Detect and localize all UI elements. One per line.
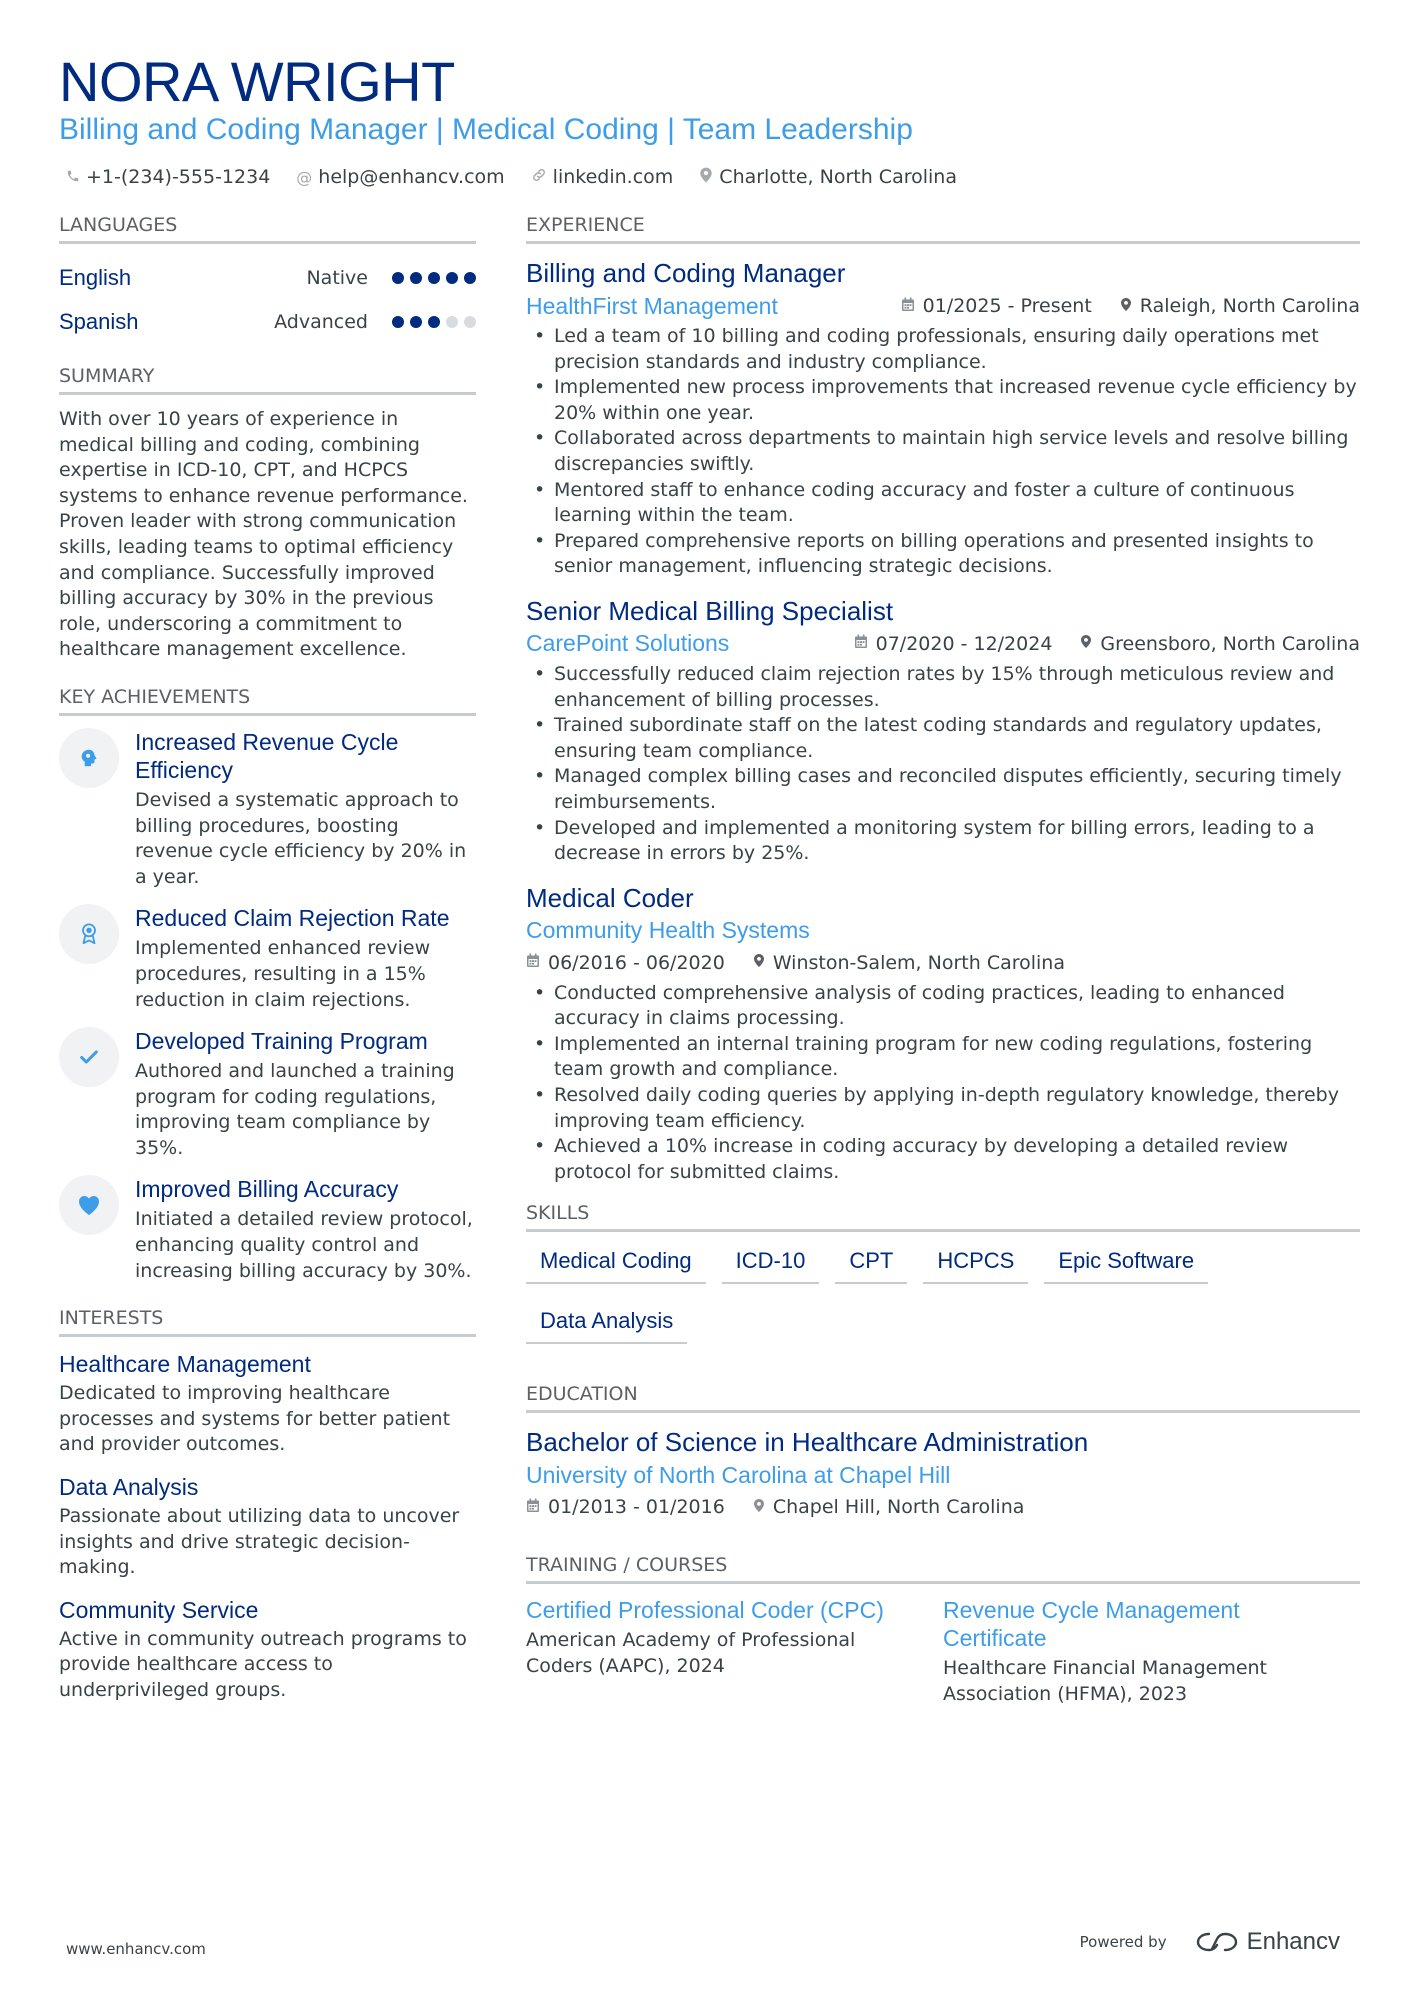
job-bullets [526, 981, 1360, 1186]
achievement-desc: Initiated a detailed review protocol, enhancing quality control and increasing billing accuracy by 30%. [135, 1208, 473, 1282]
job-bullet: • Implemented new process improvements that increased revenue cycle efficiency by 20% within one year. [526, 375, 1360, 426]
contact-bar [66, 163, 983, 191]
training-item [526, 1596, 943, 1707]
skill-tag: CPT [835, 1244, 907, 1284]
experience-section [526, 213, 1360, 1185]
location-icon [753, 953, 765, 972]
achievement-item [59, 728, 476, 890]
brain-icon [59, 728, 119, 788]
interest-title: Community Service [59, 1596, 259, 1623]
language-name: Spanish [59, 309, 139, 334]
location-icon [1080, 634, 1092, 653]
education-dates-text: 01/2013 - 01/2016 [548, 1496, 725, 1519]
education-school: University of North Carolina at Chapel Hill [526, 1462, 951, 1489]
language-rating [386, 316, 476, 328]
job-title: Billing and Coding Manager [526, 258, 846, 288]
phone-icon [66, 168, 80, 187]
calendar-icon [854, 634, 868, 653]
skill-tag: Medical Coding [526, 1244, 706, 1284]
education-dates [526, 1496, 725, 1518]
job-location-text: Raleigh, North Carolina [1139, 295, 1360, 317]
achievement-title: Reduced Claim Rejection Rate [135, 905, 450, 932]
interest-desc: Dedicated to improving healthcare processes and systems for better patient and provider outcomes. [59, 1382, 451, 1456]
job-company: CarePoint Solutions [526, 630, 730, 657]
summary-section [59, 364, 476, 663]
enhancv-logo-icon [1195, 1930, 1239, 1954]
left-column [59, 213, 476, 1718]
interest-desc: Passionate about utilizing data to uncover insights and drive strategic decision-making. [59, 1505, 460, 1579]
languages-section [59, 213, 476, 344]
job-bullet: • Mentored staff to enhance coding accuracy and foster a culture of continuous learning within the team. [526, 478, 1360, 529]
link-icon [531, 167, 547, 187]
interest-title: Healthcare Management [59, 1351, 311, 1378]
interest-item [59, 1595, 476, 1704]
skill-tag: Epic Software [1044, 1244, 1208, 1284]
job-bullet: • Trained subordinate staff on the latest coding standards and regulatory updates, ensuring team compliance. [526, 713, 1360, 764]
language-name: English [59, 265, 132, 290]
candidate-name: NORA WRIGHT [59, 50, 455, 113]
achievement-item [59, 904, 476, 1013]
job-bullets [526, 324, 1360, 580]
interest-desc: Active in community outreach programs to provide healthcare access to underprivileged groups. [59, 1627, 467, 1701]
skill-tag: ICD-10 [722, 1244, 820, 1284]
job-entry [526, 881, 1360, 1186]
training-list [526, 1596, 1360, 1707]
job-location [1080, 633, 1360, 655]
powered-by-label: Powered by [1079, 1933, 1167, 1951]
job-meta [526, 290, 1360, 322]
summary-heading: SUMMARY [59, 364, 476, 395]
job-bullet: • Collaborated across departments to maintain high service levels and resolve billing discrepancies swiftly. [526, 426, 1360, 477]
job-location [1120, 295, 1360, 317]
contact-email[interactable] [296, 166, 504, 188]
rating-dot-filled [428, 272, 440, 284]
location-icon [1120, 297, 1132, 316]
job-dates [526, 952, 725, 974]
rating-dot-filled [410, 272, 422, 284]
contact-location-text: Charlotte, North Carolina [719, 166, 957, 188]
contact-phone[interactable] [66, 166, 270, 188]
job-location-text: Greensboro, North Carolina [1100, 632, 1360, 655]
training-section [526, 1553, 1360, 1707]
achievement-desc: Devised a systematic approach to billing procedures, boosting revenue cycle efficiency by 20% in a year. [135, 788, 467, 888]
skill-tag: HCPCS [923, 1244, 1028, 1284]
training-heading: TRAINING / COURSES [526, 1553, 1360, 1584]
education-meta [526, 1491, 1360, 1523]
candidate-title: Billing and Coding Manager | Medical Coding | Team Leadership [59, 113, 913, 146]
at-icon: @ [296, 167, 313, 187]
training-desc: Healthcare Financial Management Association (HFMA), 2023 [943, 1657, 1268, 1706]
training-title: Revenue Cycle Management Certificate [943, 1597, 1240, 1652]
job-meta [526, 628, 1360, 660]
training-desc: American Academy of Professional Coders (AAPC), 2024 [526, 1629, 856, 1678]
languages-heading: LANGUAGES [59, 213, 476, 244]
interests-heading: INTERESTS [59, 1306, 476, 1337]
job-bullet: • Prepared comprehensive reports on billing operations and presented insights to senior management, influencing strategic decisions. [526, 529, 1360, 580]
job-meta-secondary [526, 947, 1360, 979]
job-bullet: • Conducted comprehensive analysis of coding practices, leading to enhanced accuracy in claims processing. [526, 981, 1360, 1032]
award-icon [59, 904, 119, 964]
achievement-title: Developed Training Program [135, 1028, 428, 1055]
interest-item [59, 1472, 476, 1581]
achievement-title: Improved Billing Accuracy [135, 1176, 399, 1203]
training-title: Certified Professional Coder (CPC) [526, 1597, 884, 1624]
calendar-icon [526, 1498, 540, 1517]
job-entry [526, 256, 1360, 580]
location-icon [699, 167, 713, 187]
education-location [753, 1496, 1025, 1518]
job-location [753, 952, 1065, 974]
job-dates-text: 07/2020 - 12/2024 [875, 632, 1053, 655]
education-heading: EDUCATION [526, 1382, 1360, 1413]
skills-heading: SKILLS [526, 1201, 1360, 1232]
job-bullet: • Led a team of 10 billing and coding professionals, ensuring daily operations met precision standards and industry compliance. [526, 324, 1360, 375]
job-dates-text: 01/2025 - Present [922, 295, 1092, 317]
calendar-icon [526, 953, 540, 972]
contact-linkedin-text: linkedin.com [552, 166, 674, 188]
contact-linkedin[interactable] [531, 166, 674, 188]
footer-url[interactable]: www.enhancv.com [66, 1940, 206, 1958]
rating-dot-empty [464, 316, 476, 328]
interest-item [59, 1349, 476, 1458]
enhancv-logo [1195, 1928, 1340, 1956]
rating-dot-filled [410, 316, 422, 328]
job-dates-text: 06/2016 - 06/2020 [548, 951, 725, 974]
achievement-desc: Implemented enhanced review procedures, resulting in a 15% reduction in claim rejections. [135, 937, 431, 1011]
achievements-section [59, 685, 476, 1284]
rating-dot-filled [464, 272, 476, 284]
job-bullet: • Managed complex billing cases and reconciled disputes efficiently, securing timely reimbursements. [526, 764, 1360, 815]
language-rating [386, 272, 476, 284]
job-title: Senior Medical Billing Specialist [526, 595, 894, 626]
rating-dot-filled [392, 316, 404, 328]
language-row [59, 300, 476, 344]
summary-text: With over 10 years of experience in medical billing and coding, combining expertise in ICD-10, CPT, and HCPCS systems to enhance revenue performance. Proven leader with strong communication skills, leading teams to optimal efficiency and compliance. Successfully improved billing accuracy by 30% in the previous role, underscoring a commitment to healthcare management excellence. [59, 408, 468, 661]
skills-section [526, 1201, 1360, 1364]
job-dates [901, 295, 1092, 317]
rating-dot-empty [446, 316, 458, 328]
location-icon [753, 1498, 765, 1517]
contact-location [699, 166, 957, 188]
interest-title: Data Analysis [59, 1474, 199, 1501]
interests-section [59, 1306, 476, 1703]
achievement-item [59, 1027, 476, 1161]
skills-list [526, 1244, 1360, 1364]
rating-dot-filled [446, 272, 458, 284]
job-title: Medical Coder [526, 882, 694, 913]
contact-email-text: help@enhancv.com [318, 166, 505, 188]
achievement-desc: Authored and launched a training program for coding regulations, improving team compliance by 35%. [135, 1060, 455, 1159]
achievement-title: Increased Revenue Cycle Efficiency [135, 728, 399, 783]
education-degree: Bachelor of Science in Healthcare Administration [526, 1427, 1089, 1458]
job-bullet: • Resolved daily coding queries by applying in-depth regulatory knowledge, thereby improving team efficiency. [526, 1083, 1360, 1134]
achievement-body [135, 728, 476, 890]
rating-dot-filled [392, 272, 404, 284]
job-meta [526, 915, 1360, 947]
language-level: Advanced [274, 311, 368, 333]
job-company: Community Health Systems [526, 917, 810, 944]
job-bullet: • Developed and implemented a monitoring system for billing errors, leading to a decrease in errors by 25%. [526, 816, 1360, 867]
experience-heading: EXPERIENCE [526, 213, 1360, 244]
achievement-body [135, 1027, 476, 1161]
skill-tag: Data Analysis [526, 1304, 687, 1344]
job-bullets [526, 662, 1360, 867]
language-level: Native [306, 267, 368, 289]
contact-phone-text: +1-(234)-555-1234 [86, 166, 271, 188]
training-item [943, 1596, 1360, 1707]
check-icon [59, 1027, 119, 1087]
job-bullet: • Implemented an internal training program for new coding regulations, fostering team growth and compliance. [526, 1032, 1360, 1083]
job-entry [526, 594, 1360, 867]
achievement-body [135, 904, 476, 1013]
job-dates [854, 633, 1053, 655]
achievement-item [59, 1175, 476, 1284]
achievements-heading: KEY ACHIEVEMENTS [59, 685, 476, 716]
brand-name: Enhancv [1246, 1928, 1340, 1955]
language-row [59, 256, 476, 300]
job-location-text: Winston-Salem, North Carolina [772, 951, 1065, 974]
achievement-body [135, 1175, 476, 1284]
education-section [526, 1382, 1360, 1523]
education-location-text: Chapel Hill, North Carolina [772, 1496, 1025, 1519]
job-bullet: • Successfully reduced claim rejection rates by 15% through meticulous review and enhancement of billing processes. [526, 662, 1360, 713]
rating-dot-filled [428, 316, 440, 328]
job-company: HealthFirst Management [526, 292, 778, 319]
calendar-icon [901, 297, 915, 316]
heart-icon [59, 1175, 119, 1235]
job-bullet: • Achieved a 10% increase in coding accuracy by developing a detailed review protocol for submitted claims. [526, 1134, 1360, 1185]
right-column [526, 213, 1360, 1708]
footer-brand[interactable] [1080, 1928, 1340, 1956]
